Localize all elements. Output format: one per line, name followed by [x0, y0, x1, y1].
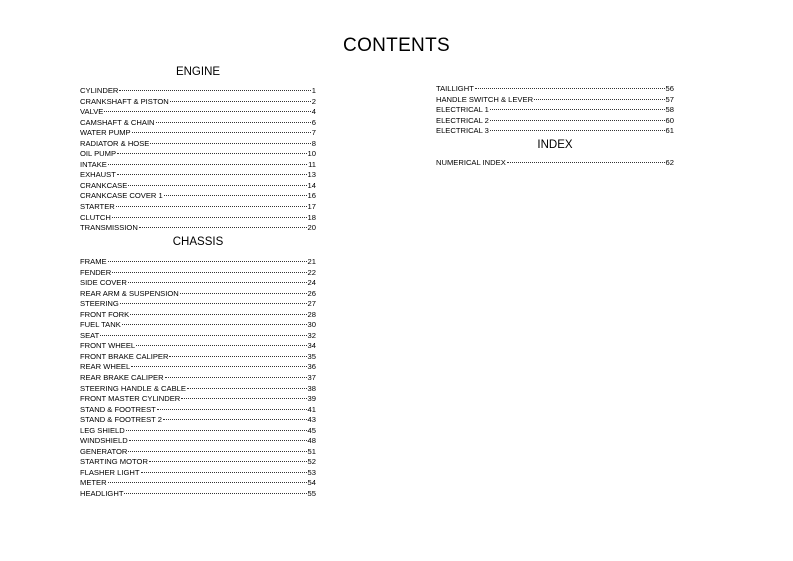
toc-entry-page: 62 — [665, 158, 674, 167]
toc-entry-page: 11 — [308, 159, 316, 169]
toc-entry-label: CLUTCH — [80, 212, 111, 222]
toc-entry-page: 41 — [307, 404, 316, 414]
toc-entry — [80, 267, 316, 278]
toc-entry — [436, 94, 674, 105]
toc-entry-label: STAND & FOOTREST — [80, 404, 156, 414]
toc-entry-label: TAILLIGHT — [436, 84, 474, 93]
dot-leader — [119, 85, 310, 91]
dot-leader — [164, 190, 307, 196]
toc-entry-page: 17 — [307, 202, 316, 212]
toc-entry-page: 16 — [307, 191, 316, 201]
toc-entry — [80, 159, 316, 170]
dot-leader — [507, 157, 665, 163]
toc-entry-label: TRANSMISSION — [80, 223, 138, 233]
toc-entry-label: FRONT FORK — [80, 309, 130, 319]
toc-entry-page: 22 — [307, 267, 316, 277]
dot-leader — [117, 148, 307, 154]
dot-leader — [150, 138, 310, 144]
dot-leader — [100, 330, 306, 336]
toc-entry-page: 6 — [311, 117, 316, 127]
toc-list-chassis — [80, 256, 316, 499]
toc-entry-page: 51 — [307, 446, 316, 456]
dot-leader — [112, 267, 306, 273]
toc-entry-page: 10 — [307, 149, 316, 159]
dot-leader — [126, 425, 307, 431]
toc-entry — [80, 256, 316, 267]
dot-leader — [165, 372, 307, 378]
toc-entry-page: 21 — [307, 257, 316, 266]
toc-entry-page: 60 — [665, 115, 674, 125]
toc-entry-label: GENERATOR — [80, 446, 128, 456]
toc-entry — [80, 456, 316, 467]
toc-entry — [80, 477, 316, 488]
dot-leader — [120, 298, 307, 304]
dot-leader — [163, 414, 307, 420]
toc-entry — [80, 127, 316, 138]
toc-entry-page: 4 — [311, 107, 316, 117]
dot-leader — [139, 222, 307, 228]
toc-entry-page: 53 — [307, 467, 316, 477]
dot-leader — [122, 319, 307, 325]
toc-entry — [80, 351, 316, 362]
dot-leader — [129, 435, 307, 441]
toc-entry-label: HANDLE SWITCH & LEVER — [436, 94, 534, 104]
toc-list-engine — [80, 85, 316, 233]
dot-leader — [104, 106, 310, 112]
section-heading-chassis: CHASSIS — [172, 236, 224, 248]
toc-entry-page: 34 — [307, 341, 316, 351]
toc-entry — [80, 106, 316, 117]
toc-entry — [80, 393, 316, 404]
toc-entry — [80, 404, 316, 415]
toc-entry-page: 45 — [307, 425, 316, 435]
toc-entry-page: 1 — [311, 86, 316, 95]
toc-entry-label: CRANKSHAFT & PISTON — [80, 96, 169, 106]
toc-entry-label: REAR ARM & SUSPENSION — [80, 288, 179, 298]
toc-list-electrical — [436, 83, 674, 136]
dot-leader — [116, 201, 307, 207]
toc-entry-label: STARTER — [80, 202, 115, 212]
toc-entry-page: 32 — [307, 330, 316, 340]
toc-entry — [80, 414, 316, 425]
toc-entry-page: 35 — [307, 351, 316, 361]
toc-entry-label: SIDE COVER — [80, 278, 127, 288]
toc-entry-label: RADIATOR & HOSE — [80, 138, 150, 148]
dot-leader — [130, 309, 306, 315]
toc-entry-label: ELECTRICAL 2 — [436, 115, 489, 125]
toc-entry — [80, 288, 316, 299]
toc-entry — [80, 309, 316, 320]
toc-entry-page: 8 — [311, 138, 316, 148]
dot-leader — [108, 477, 307, 483]
toc-entry — [80, 201, 316, 212]
toc-entry — [80, 117, 316, 128]
toc-entry-page: 52 — [307, 457, 316, 467]
toc-entry-label: FLASHER LIGHT — [80, 467, 140, 477]
dot-leader — [132, 127, 311, 133]
toc-entry-label: FENDER — [80, 267, 112, 277]
dot-leader — [128, 277, 307, 283]
toc-entry-label: HEADLIGHT — [80, 489, 124, 499]
toc-entry — [436, 157, 674, 168]
toc-entry-label: FRONT BRAKE CALIPER — [80, 351, 169, 361]
toc-entry-label: CYLINDER — [80, 86, 119, 95]
dot-leader — [475, 83, 665, 89]
dot-leader — [169, 351, 306, 357]
dot-leader — [157, 404, 307, 410]
toc-entry-label: ELECTRICAL 1 — [436, 105, 489, 115]
toc-entry-page: 61 — [665, 126, 674, 136]
toc-entry-page: 54 — [307, 478, 316, 488]
toc-entry — [80, 435, 316, 446]
toc-list-index — [436, 157, 674, 168]
toc-entry-page: 2 — [311, 96, 316, 106]
toc-entry-label: INTAKE — [80, 159, 107, 169]
dot-leader — [170, 96, 311, 102]
toc-entry-page: 55 — [307, 489, 316, 499]
dot-leader — [112, 212, 307, 218]
toc-entry-page: 13 — [307, 170, 316, 180]
toc-entry — [80, 467, 316, 478]
toc-entry-label: WINDSHIELD — [80, 436, 128, 446]
dot-leader — [131, 361, 306, 367]
toc-entry-page: 24 — [307, 278, 316, 288]
dot-leader — [128, 446, 306, 452]
toc-entry-label: METER — [80, 478, 107, 488]
toc-entry-label: VALVE — [80, 107, 104, 117]
toc-entry-page: 37 — [307, 373, 316, 383]
toc-entry — [436, 115, 674, 126]
toc-entry-label: WATER PUMP — [80, 128, 131, 138]
toc-entry-page: 43 — [307, 415, 316, 425]
toc-entry-label: CAMSHAFT & CHAIN — [80, 117, 155, 127]
toc-entry — [80, 85, 316, 96]
toc-entry-page: 57 — [665, 94, 674, 104]
toc-entry-page: 28 — [307, 309, 316, 319]
dot-leader — [128, 180, 306, 186]
toc-entry-label: STARTING MOTOR — [80, 457, 148, 467]
toc-entry-page: 38 — [307, 383, 316, 393]
dot-leader — [534, 94, 664, 100]
dot-leader — [108, 256, 307, 262]
toc-entry-label: EXHAUST — [80, 170, 116, 180]
toc-entry-page: 36 — [307, 362, 316, 372]
toc-entry-label: OIL PUMP — [80, 149, 117, 159]
toc-entry-label: REAR BRAKE CALIPER — [80, 373, 164, 383]
toc-entry-label: ELECTRICAL 3 — [436, 126, 489, 136]
toc-entry — [80, 96, 316, 107]
toc-entry-label: FRAME — [80, 257, 107, 266]
toc-entry-page: 7 — [311, 128, 316, 138]
dot-leader — [141, 467, 307, 473]
toc-entry — [80, 298, 316, 309]
toc-entry-label: NUMERICAL INDEX — [436, 158, 506, 167]
toc-entry-page: 18 — [307, 212, 316, 222]
toc-entry — [80, 488, 316, 499]
toc-entry-label: STAND & FOOTREST 2 — [80, 415, 162, 425]
toc-entry-page: 20 — [307, 223, 316, 233]
toc-entry — [80, 212, 316, 223]
toc-entry-page: 26 — [307, 288, 316, 298]
dot-leader — [136, 340, 306, 346]
toc-entry-page: 48 — [307, 436, 316, 446]
toc-entry-page: 56 — [665, 84, 674, 93]
page-title: CONTENTS — [343, 35, 450, 56]
toc-entry — [80, 340, 316, 351]
toc-entry — [80, 446, 316, 457]
toc-entry — [80, 138, 316, 149]
dot-leader — [124, 488, 306, 494]
toc-entry-label: REAR WHEEL — [80, 362, 131, 372]
dot-leader — [108, 159, 307, 165]
toc-entry-label: SEAT — [80, 330, 100, 340]
dot-leader — [490, 125, 665, 131]
toc-entry-label: CRANKCASE — [80, 180, 128, 190]
toc-entry-label: FUEL TANK — [80, 320, 121, 330]
toc-entry — [80, 425, 316, 436]
toc-entry-label: STEERING — [80, 299, 119, 309]
toc-entry-label: FRONT WHEEL — [80, 341, 136, 351]
toc-entry — [80, 190, 316, 201]
toc-entry — [80, 330, 316, 341]
dot-leader — [156, 117, 311, 123]
toc-entry — [80, 372, 316, 383]
toc-entry — [80, 169, 316, 180]
toc-entry — [80, 180, 316, 191]
toc-entry — [80, 383, 316, 394]
section-heading-engine: ENGINE — [175, 66, 221, 78]
toc-entry — [80, 222, 316, 233]
toc-entry-label: CRANKCASE COVER 1 — [80, 191, 163, 201]
toc-entry — [80, 361, 316, 372]
dot-leader — [180, 288, 307, 294]
toc-entry-page: 30 — [307, 320, 316, 330]
toc-entry — [80, 148, 316, 159]
dot-leader — [181, 393, 306, 399]
toc-entry-page: 58 — [665, 105, 674, 115]
toc-entry-page: 14 — [307, 180, 316, 190]
toc-entry-label: FRONT MASTER CYLINDER — [80, 394, 181, 404]
dot-leader — [490, 115, 665, 121]
dot-leader — [149, 456, 307, 462]
toc-entry-page: 39 — [307, 394, 316, 404]
toc-entry-label: LEG SHIELD — [80, 425, 125, 435]
section-heading-index: INDEX — [537, 139, 573, 151]
toc-entry — [80, 277, 316, 288]
toc-entry-page: 27 — [307, 299, 316, 309]
toc-entry — [436, 83, 674, 94]
toc-entry — [436, 104, 674, 115]
dot-leader — [117, 169, 307, 175]
toc-entry — [436, 125, 674, 136]
dot-leader — [490, 104, 665, 110]
toc-entry — [80, 319, 316, 330]
dot-leader — [187, 383, 307, 389]
toc-entry-label: STEERING HANDLE & CABLE — [80, 383, 186, 393]
